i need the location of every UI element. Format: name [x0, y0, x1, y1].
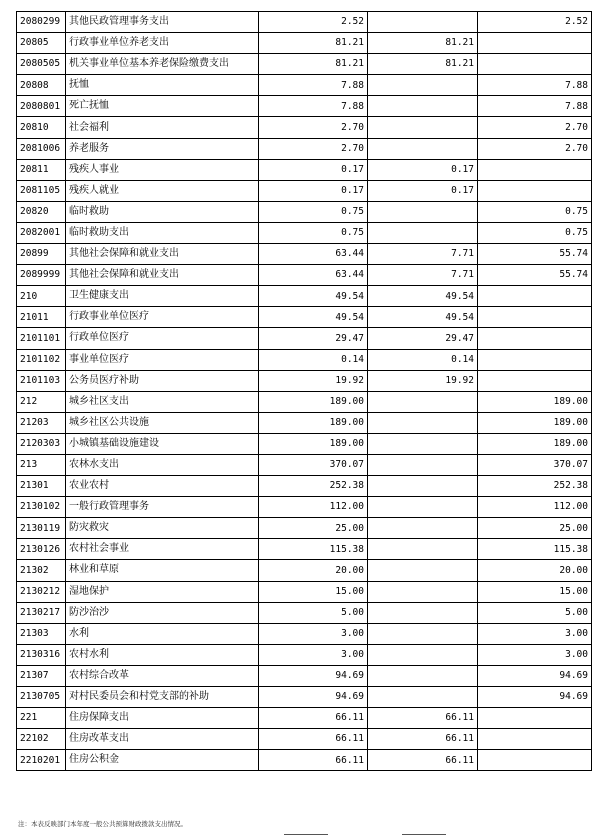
basic-expenditure-cell: [368, 96, 478, 117]
code-cell: 2130217: [17, 602, 66, 623]
basic-expenditure-cell: 49.54: [368, 286, 478, 307]
page-edge-mark: [284, 834, 328, 835]
code-cell: 20810: [17, 117, 66, 138]
total-cell: 66.11: [259, 708, 368, 729]
table-row: [17, 286, 592, 307]
name-cell: 行政事业单位医疗: [66, 307, 259, 328]
table-row: [17, 750, 592, 771]
name-cell: 机关事业单位基本养老保险缴费支出: [66, 54, 259, 75]
name-cell: 行政单位医疗: [66, 328, 259, 349]
total-cell: 63.44: [259, 265, 368, 286]
basic-expenditure-cell: [368, 201, 478, 222]
basic-expenditure-cell: 7.71: [368, 265, 478, 286]
table-row: [17, 433, 592, 454]
code-cell: 21011: [17, 307, 66, 328]
code-cell: 210: [17, 286, 66, 307]
name-cell: 对村民委员会和村党支部的补助: [66, 687, 259, 708]
code-cell: 2080801: [17, 96, 66, 117]
project-expenditure-cell: [478, 159, 592, 180]
basic-expenditure-cell: [368, 454, 478, 475]
table-row: [17, 96, 592, 117]
table-row: [17, 729, 592, 750]
basic-expenditure-cell: [368, 560, 478, 581]
project-expenditure-cell: 15.00: [478, 581, 592, 602]
table-row: [17, 560, 592, 581]
name-cell: 农村水利: [66, 644, 259, 665]
code-cell: 20820: [17, 201, 66, 222]
project-expenditure-cell: 5.00: [478, 602, 592, 623]
basic-expenditure-cell: [368, 518, 478, 539]
name-cell: 临时救助: [66, 201, 259, 222]
name-cell: 公务员医疗补助: [66, 370, 259, 391]
name-cell: 卫生健康支出: [66, 286, 259, 307]
project-expenditure-cell: 115.38: [478, 539, 592, 560]
table-row: [17, 581, 592, 602]
code-cell: 2080505: [17, 54, 66, 75]
project-expenditure-cell: 189.00: [478, 391, 592, 412]
basic-expenditure-cell: [368, 581, 478, 602]
table-row: [17, 391, 592, 412]
code-cell: 20811: [17, 159, 66, 180]
code-cell: 2130126: [17, 539, 66, 560]
table-row: [17, 370, 592, 391]
basic-expenditure-cell: [368, 222, 478, 243]
name-cell: 农林水支出: [66, 454, 259, 475]
total-cell: 63.44: [259, 244, 368, 265]
total-cell: 252.38: [259, 476, 368, 497]
project-expenditure-cell: 0.75: [478, 201, 592, 222]
table-row: [17, 412, 592, 433]
basic-expenditure-cell: [368, 665, 478, 686]
name-cell: 行政事业单位养老支出: [66, 33, 259, 54]
name-cell: 养老服务: [66, 138, 259, 159]
basic-expenditure-cell: 66.11: [368, 729, 478, 750]
project-expenditure-cell: [478, 328, 592, 349]
basic-expenditure-cell: [368, 602, 478, 623]
name-cell: 抚恤: [66, 75, 259, 96]
project-expenditure-cell: [478, 349, 592, 370]
basic-expenditure-cell: [368, 138, 478, 159]
table-row: [17, 222, 592, 243]
project-expenditure-cell: 20.00: [478, 560, 592, 581]
project-expenditure-cell: 7.88: [478, 96, 592, 117]
project-expenditure-cell: 112.00: [478, 497, 592, 518]
basic-expenditure-cell: 7.71: [368, 244, 478, 265]
name-cell: 住房公积金: [66, 750, 259, 771]
code-cell: 21303: [17, 623, 66, 644]
code-cell: 2081006: [17, 138, 66, 159]
code-cell: 2089999: [17, 265, 66, 286]
name-cell: 水利: [66, 623, 259, 644]
code-cell: 2120303: [17, 433, 66, 454]
table-row: [17, 159, 592, 180]
name-cell: 一般行政管理事务: [66, 497, 259, 518]
project-expenditure-cell: 2.70: [478, 117, 592, 138]
table-row: [17, 54, 592, 75]
project-expenditure-cell: 370.07: [478, 454, 592, 475]
basic-expenditure-cell: 0.17: [368, 159, 478, 180]
basic-expenditure-cell: [368, 539, 478, 560]
project-expenditure-cell: 55.74: [478, 244, 592, 265]
total-cell: 66.11: [259, 729, 368, 750]
total-cell: 2.70: [259, 138, 368, 159]
basic-expenditure-cell: [368, 412, 478, 433]
total-cell: 29.47: [259, 328, 368, 349]
table-row: [17, 138, 592, 159]
total-cell: 189.00: [259, 433, 368, 454]
total-cell: 20.00: [259, 560, 368, 581]
basic-expenditure-cell: [368, 623, 478, 644]
total-cell: 15.00: [259, 581, 368, 602]
total-cell: 0.17: [259, 159, 368, 180]
table-row: [17, 644, 592, 665]
name-cell: 湿地保护: [66, 581, 259, 602]
page-edge-mark: [402, 834, 446, 835]
basic-expenditure-cell: [368, 391, 478, 412]
project-expenditure-cell: [478, 286, 592, 307]
project-expenditure-cell: [478, 729, 592, 750]
basic-expenditure-cell: [368, 117, 478, 138]
table-row: [17, 454, 592, 475]
code-cell: 2130316: [17, 644, 66, 665]
total-cell: 0.75: [259, 222, 368, 243]
project-expenditure-cell: [478, 54, 592, 75]
project-expenditure-cell: 189.00: [478, 412, 592, 433]
footnote: 注：本表反映部门本年度一般公共预算财政拨款支出情况。: [18, 820, 187, 828]
total-cell: 2.52: [259, 12, 368, 33]
code-cell: 2101101: [17, 328, 66, 349]
name-cell: 林业和草原: [66, 560, 259, 581]
total-cell: 94.69: [259, 665, 368, 686]
name-cell: 住房保障支出: [66, 708, 259, 729]
basic-expenditure-cell: [368, 644, 478, 665]
table-row: [17, 539, 592, 560]
name-cell: 城乡社区公共设施: [66, 412, 259, 433]
table-row: [17, 265, 592, 286]
total-cell: 19.92: [259, 370, 368, 391]
total-cell: 7.88: [259, 75, 368, 96]
total-cell: 2.70: [259, 117, 368, 138]
total-cell: 81.21: [259, 54, 368, 75]
code-cell: 20899: [17, 244, 66, 265]
name-cell: 农业农村: [66, 476, 259, 497]
basic-expenditure-cell: [368, 687, 478, 708]
total-cell: 370.07: [259, 454, 368, 475]
table-row: [17, 349, 592, 370]
project-expenditure-cell: [478, 370, 592, 391]
basic-expenditure-cell: 19.92: [368, 370, 478, 391]
project-expenditure-cell: 3.00: [478, 644, 592, 665]
code-cell: 2101103: [17, 370, 66, 391]
table-row: [17, 518, 592, 539]
total-cell: 49.54: [259, 286, 368, 307]
table-row: [17, 307, 592, 328]
project-expenditure-cell: 94.69: [478, 687, 592, 708]
name-cell: 残疾人事业: [66, 159, 259, 180]
name-cell: 其他社会保障和就业支出: [66, 244, 259, 265]
code-cell: 20808: [17, 75, 66, 96]
code-cell: 2081105: [17, 180, 66, 201]
code-cell: 212: [17, 391, 66, 412]
project-expenditure-cell: [478, 750, 592, 771]
basic-expenditure-cell: [368, 497, 478, 518]
name-cell: 社会福利: [66, 117, 259, 138]
name-cell: 农村社会事业: [66, 539, 259, 560]
total-cell: 3.00: [259, 623, 368, 644]
total-cell: 94.69: [259, 687, 368, 708]
project-expenditure-cell: 7.88: [478, 75, 592, 96]
total-cell: 115.38: [259, 539, 368, 560]
basic-expenditure-cell: 66.11: [368, 750, 478, 771]
name-cell: 其他社会保障和就业支出: [66, 265, 259, 286]
name-cell: 死亡抚恤: [66, 96, 259, 117]
basic-expenditure-cell: [368, 12, 478, 33]
total-cell: 81.21: [259, 33, 368, 54]
name-cell: 农村综合改革: [66, 665, 259, 686]
total-cell: 0.75: [259, 201, 368, 222]
name-cell: 住房改革支出: [66, 729, 259, 750]
table-row: [17, 180, 592, 201]
total-cell: 25.00: [259, 518, 368, 539]
name-cell: 小城镇基础设施建设: [66, 433, 259, 454]
basic-expenditure-cell: 49.54: [368, 307, 478, 328]
table-row: [17, 687, 592, 708]
basic-expenditure-cell: 66.11: [368, 708, 478, 729]
total-cell: 66.11: [259, 750, 368, 771]
table-row: [17, 117, 592, 138]
table-row: [17, 75, 592, 96]
code-cell: 2130705: [17, 687, 66, 708]
basic-expenditure-cell: [368, 476, 478, 497]
table-row: [17, 476, 592, 497]
code-cell: 2082001: [17, 222, 66, 243]
total-cell: 49.54: [259, 307, 368, 328]
code-cell: 2101102: [17, 349, 66, 370]
code-cell: 22102: [17, 729, 66, 750]
total-cell: 0.14: [259, 349, 368, 370]
table-row: [17, 623, 592, 644]
project-expenditure-cell: 252.38: [478, 476, 592, 497]
table-row: [17, 12, 592, 33]
table-row: [17, 708, 592, 729]
code-cell: 2210201: [17, 750, 66, 771]
name-cell: 防沙治沙: [66, 602, 259, 623]
code-cell: 21203: [17, 412, 66, 433]
code-cell: 2080299: [17, 12, 66, 33]
code-cell: 21301: [17, 476, 66, 497]
code-cell: 21307: [17, 665, 66, 686]
total-cell: 189.00: [259, 412, 368, 433]
total-cell: 3.00: [259, 644, 368, 665]
code-cell: 20805: [17, 33, 66, 54]
table-row: [17, 201, 592, 222]
project-expenditure-cell: 55.74: [478, 265, 592, 286]
code-cell: 21302: [17, 560, 66, 581]
project-expenditure-cell: [478, 708, 592, 729]
table-row: [17, 665, 592, 686]
total-cell: 189.00: [259, 391, 368, 412]
table-row: [17, 497, 592, 518]
name-cell: 其他民政管理事务支出: [66, 12, 259, 33]
code-cell: 221: [17, 708, 66, 729]
project-expenditure-cell: 25.00: [478, 518, 592, 539]
basic-expenditure-cell: [368, 433, 478, 454]
table-row: [17, 33, 592, 54]
project-expenditure-cell: 2.70: [478, 138, 592, 159]
total-cell: 7.88: [259, 96, 368, 117]
total-cell: 0.17: [259, 180, 368, 201]
name-cell: 事业单位医疗: [66, 349, 259, 370]
table-row: [17, 328, 592, 349]
total-cell: 5.00: [259, 602, 368, 623]
project-expenditure-cell: 2.52: [478, 12, 592, 33]
code-cell: 2130119: [17, 518, 66, 539]
total-cell: 112.00: [259, 497, 368, 518]
name-cell: 残疾人就业: [66, 180, 259, 201]
basic-expenditure-cell: 0.14: [368, 349, 478, 370]
table-body: [17, 12, 592, 771]
code-cell: 2130102: [17, 497, 66, 518]
basic-expenditure-cell: 29.47: [368, 328, 478, 349]
basic-expenditure-cell: [368, 75, 478, 96]
name-cell: 防灾救灾: [66, 518, 259, 539]
project-expenditure-cell: [478, 307, 592, 328]
project-expenditure-cell: [478, 33, 592, 54]
basic-expenditure-cell: 81.21: [368, 33, 478, 54]
expenditure-table: [16, 11, 592, 771]
table-row: [17, 602, 592, 623]
project-expenditure-cell: 94.69: [478, 665, 592, 686]
basic-expenditure-cell: 81.21: [368, 54, 478, 75]
table-row: [17, 244, 592, 265]
project-expenditure-cell: 3.00: [478, 623, 592, 644]
name-cell: 临时救助支出: [66, 222, 259, 243]
project-expenditure-cell: 0.75: [478, 222, 592, 243]
code-cell: 213: [17, 454, 66, 475]
project-expenditure-cell: 189.00: [478, 433, 592, 454]
project-expenditure-cell: [478, 180, 592, 201]
name-cell: 城乡社区支出: [66, 391, 259, 412]
basic-expenditure-cell: 0.17: [368, 180, 478, 201]
code-cell: 2130212: [17, 581, 66, 602]
